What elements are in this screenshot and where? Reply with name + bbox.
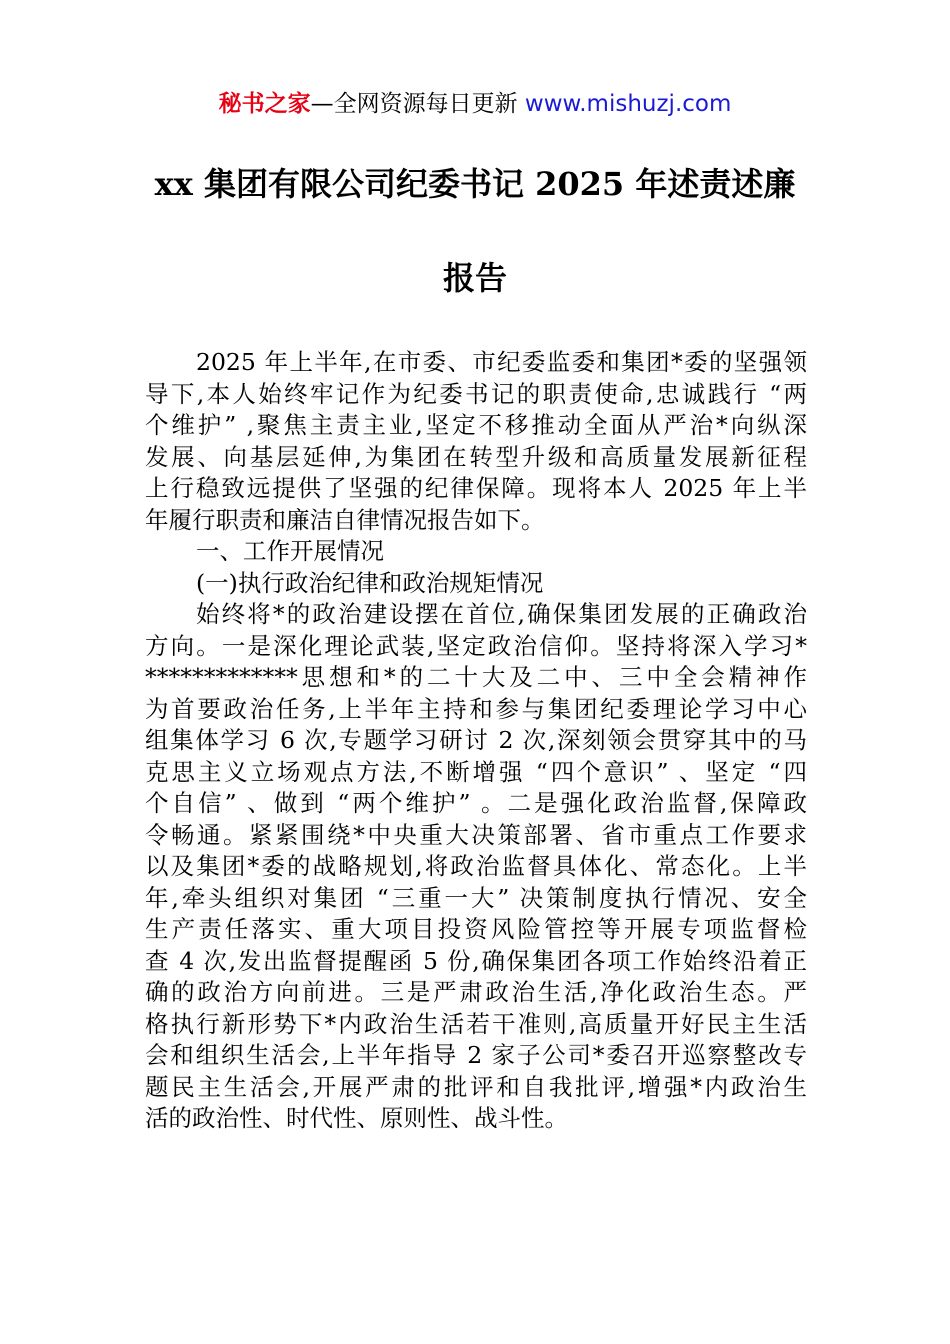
body-line: 题民主生活会,开展严肃的批评和自我批评,增强*内政治生 xyxy=(145,1072,807,1101)
body-line: 年,牵头组织对集团 “三重一大” 决策制度执行情况、安全 xyxy=(145,883,807,912)
body-line: 克思主义立场观点方法,不断增强 “四个意识” 、坚定 “四 xyxy=(145,757,807,786)
site-url-link[interactable]: www.mishuzj.com xyxy=(524,91,732,117)
body-line: 以及集团*委的战略规划,将政治监督具体化、常态化。上半 xyxy=(145,852,807,880)
document-body xyxy=(145,347,807,1135)
body-line: 个自信” 、做到 “两个维护” 。二是强化政治监督,保障政 xyxy=(145,789,807,817)
body-line: 导下,本人始终牢记作为纪委书记的职责使命,忠诚践行 “两 xyxy=(145,379,807,408)
body-line: 个维护” ,聚焦主责主业,坚定不移推动全面从严治*向纵深 xyxy=(145,411,807,439)
title-line-1: xx 集团有限公司纪委书记 2025 年述责述廉 xyxy=(154,165,796,203)
body-line: 始终将*的政治建设摆在首位,确保集团发展的正确政治 xyxy=(196,600,807,628)
body-line: 年履行职责和廉洁自律情况报告如下。 xyxy=(145,505,545,534)
body-line: 会和组织生活会,上半年指导 2 家子公司*委召开巡察整改专 xyxy=(145,1041,807,1069)
document-title xyxy=(140,160,810,302)
body-line: 发展、向基层延伸,为集团在转型升级和高质量发展新征程 xyxy=(145,442,807,471)
body-line: 生产责任落实、重大项目投资风险管控等开展专项监督检 xyxy=(145,915,807,943)
body-line: 上行稳致远提供了坚强的纪律保障。现将本人 2025 年上半 xyxy=(145,474,807,502)
body-line: 格执行新形势下*内政治生活若干准则,高质量开好民主生活 xyxy=(145,1009,807,1038)
body-line: 组集体学习 6 次,专题学习研讨 2 次,深刻领会贯穿其中的马 xyxy=(145,726,807,754)
body-line: 方向。一是深化理论武装,坚定政治信仰。坚持将深入学习* xyxy=(145,631,807,660)
body-line: 2025 年上半年,在市委、市纪委监委和集团*委的坚强领 xyxy=(196,348,807,376)
section-heading: 一、工作开展情况 xyxy=(196,537,384,565)
body-line: 令畅通。紧紧围绕*中央重大决策部署、省市重点工作要求 xyxy=(145,820,807,849)
title-line-2: 报告 xyxy=(442,259,507,297)
body-line: 查 4 次,发出监督提醒函 5 份,确保集团各项工作始终沿着正 xyxy=(145,946,807,975)
body-line: 活的政治性、时代性、原则性、战斗性。 xyxy=(145,1104,568,1132)
subsection-heading: (一)执行政治纪律和政治规矩情况 xyxy=(196,568,544,597)
body-line: 确的政治方向前进。三是严肃政治生活,净化政治生态。严 xyxy=(145,978,807,1006)
body-line: 为首要政治任务,上半年主持和参与集团纪委理论学习中心 xyxy=(145,694,807,723)
body-line: *************思想和*的二十大及二中、三中全会精神作 xyxy=(145,663,807,691)
site-tagline: —全网资源每日更新 xyxy=(310,91,525,117)
site-brand: 秘书之家 xyxy=(218,91,311,117)
site-header xyxy=(0,88,950,120)
